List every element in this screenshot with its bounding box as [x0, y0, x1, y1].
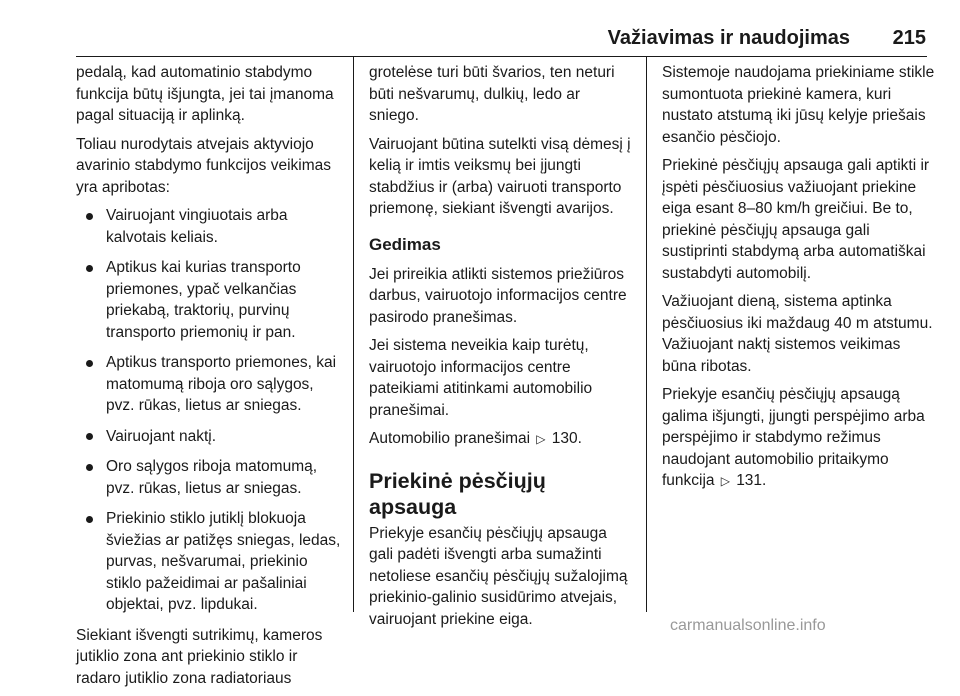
reference-text: Automobilio pranešimai: [369, 430, 531, 447]
paragraph: Priekinė pėsčiųjų apsauga gali aptikti ir įspėti pėsčiuosius važiuojant priekine eiga esant 8–80 km/h greičiui. Be to, priekinė pėsčiųjų apsauga gali sustiprinti stabdymą arba automatiškai sustabdyti automobilį.: [662, 157, 930, 282]
column-2: [369, 62, 634, 637]
column-1: [76, 62, 346, 696]
paragraph: Važiuojant dieną, sistema aptinka pėsčiuosius iki maždaug 40 m atstumu. Važiuojant naktį sistemos veikimas būna ribotas.: [662, 293, 933, 375]
list-item: Aptikus kai kurias transporto priemones, ypač velkančias priekabą, traktorių, purvinų transporto priemonių ir pan.: [76, 257, 346, 343]
paragraph: Toliau nurodytais atvejais aktyviojo avarinio stabdymo funkcijos veikimas yra apribotas:: [76, 135, 331, 196]
list-item: Vairuojant vingiuotais arba kalvotais keliais.: [76, 205, 346, 248]
triangle-pointer-icon: ▷: [536, 432, 546, 446]
paragraph: grotelėse turi būti švarios, ten neturi būti nešvarumų, dulkių, ledo ar sniego.: [369, 64, 615, 124]
watermark: carmanualsonline.info: [670, 617, 826, 634]
reference-text: Priekyje esančių pėsčiųjų apsaugą galima išjungti, įjungti perspėjimo arba perspėjimo ir stabdymo režimus naudojant automobilio pritaikymo funkcija: [662, 386, 925, 489]
column-divider-1: [353, 57, 354, 612]
column-3: [662, 62, 937, 500]
limitations-list: [76, 205, 346, 616]
paragraph: Sistemoje naudojama priekiniame stikle sumontuota priekinė kamera, kuri nustato atstumą iki jūsų kelyje priešais esančio pėsčiojo.: [662, 64, 935, 146]
list-item: Priekinio stiklo jutiklį blokuoja šviežias ar patižęs sniegas, ledas, purvas, nešvarumai, priekinio stiklo pažeidimai ar pašaliniai objektai, pvz. lipdukai.: [76, 508, 346, 616]
column-divider-2: [646, 57, 647, 612]
header-divider: [76, 56, 927, 57]
paragraph: Jei prireikia atlikti sistemos priežiūros darbus, vairuotojo informacijos centre pasirodo pranešimas.: [369, 265, 627, 326]
page-reference-link[interactable]: 130.: [551, 430, 582, 447]
paragraph: Vairuojant būtina sutelkti visą dėmesį į kelią ir imtis veiksmų bei įjungti stabdžius ir (arba) vairuoti transporto priemonę, siekiant išvengti avarijos.: [369, 135, 631, 217]
page-number: 215: [892, 27, 926, 49]
list-item: Vairuojant naktį.: [76, 426, 346, 448]
triangle-pointer-icon: ▷: [720, 474, 730, 488]
paragraph-with-reference: [662, 384, 937, 493]
section-heading-pedestrian-protection: Priekinė pėsčiųjų apsauga: [369, 468, 546, 519]
paragraph: pedalą, kad automatinio stabdymo funkcija būtų išjungta, jei tai įmanoma pagal situaciją ir aplinką.: [76, 64, 334, 124]
paragraph: Jei sistema neveikia kaip turėtų, vairuotojo informacijos centre pateikiami atitinkami automobilio pranešimai.: [369, 337, 593, 419]
list-item: Oro sąlygos riboja matomumą, pvz. rūkas, lietus ar sniegas.: [76, 456, 346, 499]
paragraph: Siekiant išvengti sutrikimų, kameros jutiklio zona ant priekinio stiklo ir radaro jutiklio zona radiatoriaus: [76, 626, 323, 687]
header-title: Važiavimas ir naudojimas: [607, 27, 850, 49]
section-heading-fault: Gedimas: [369, 234, 441, 254]
paragraph-with-reference: [369, 428, 634, 451]
list-item: Aptikus transporto priemones, kai matomumą riboja oro sąlygos, pvz. rūkas, lietus ar sniegas.: [76, 352, 346, 417]
page-reference-link[interactable]: 131.: [736, 472, 767, 489]
paragraph: Priekyje esančių pėsčiųjų apsauga gali padėti išvengti arba sumažinti netoliese esančių pėsčiųjų sužalojimą priekinio-galinio susidūrimo atvejais, vairuojant priekine eiga.: [369, 524, 628, 628]
